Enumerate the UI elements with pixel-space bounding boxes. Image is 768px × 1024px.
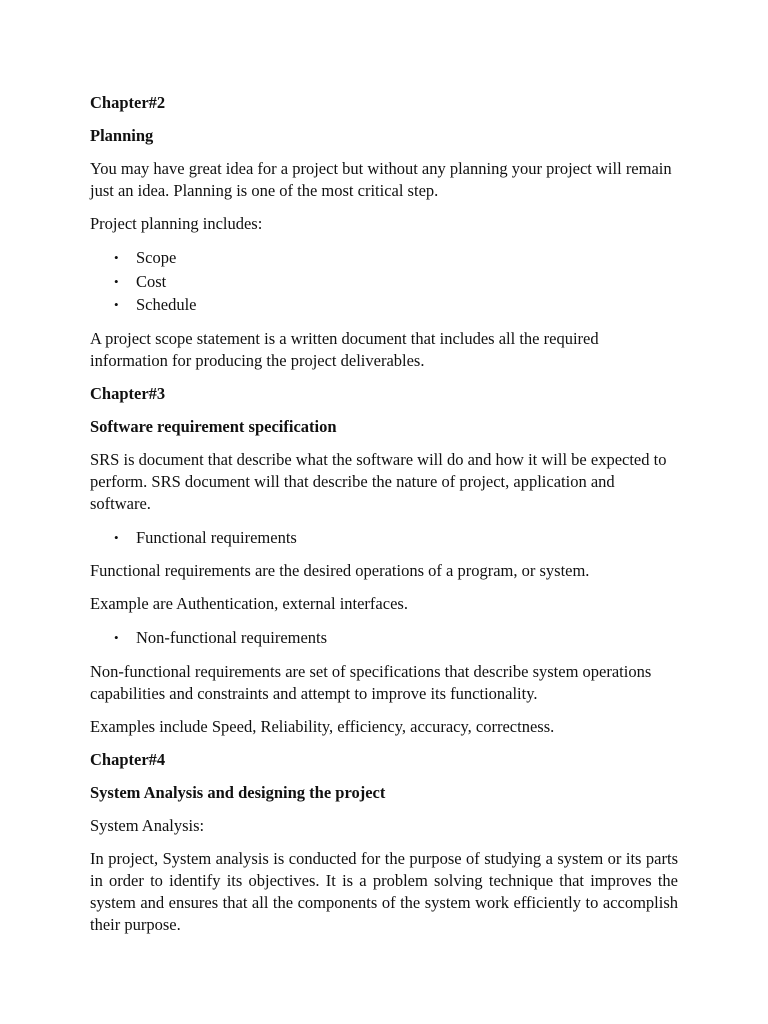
functional-example-paragraph: Example are Authentication, external interfaces. xyxy=(90,594,408,613)
list-item: • Functional requirements xyxy=(114,526,678,550)
document-page xyxy=(90,92,678,947)
srs-intro-paragraph: SRS is document that describe what the software will do and how it will be expected to perform. SRS document will that describe the nature of project, application and software. xyxy=(90,449,667,513)
non-functional-example-paragraph: Examples include Speed, Reliability, efficiency, accuracy, correctness. xyxy=(90,716,555,736)
list-item: • Non-functional requirements xyxy=(114,626,678,650)
functional-definition-paragraph: Functional requirements are the desired operations of a program, or system. xyxy=(90,561,590,580)
planning-title: Planning xyxy=(90,126,154,145)
system-analysis-label: System Analysis: xyxy=(90,815,205,835)
planning-intro-paragraph: You may have great idea for a project but without any planning your project will remain just an idea. Planning is one of the most critical step. xyxy=(90,159,672,200)
bullet-icon: • xyxy=(114,630,119,645)
bullet-icon: • xyxy=(114,250,119,265)
list-item: • Schedule xyxy=(114,293,678,317)
non-functional-definition-paragraph: Non-functional requirements are set of specifications that describe system operations capabilities and constraints and attempt to improve its functionality. xyxy=(90,661,652,703)
chapter-2-heading: Chapter#2 xyxy=(90,93,166,112)
system-analysis-paragraph: In project, System analysis is conducted for the purpose of studying a system or its parts in order to identify its objectives. It is a problem solving technique that improves the system and ensures that all the components of the system work efficiently to accomplish their purpose. xyxy=(90,848,678,934)
planning-bullet-list xyxy=(90,246,678,317)
chapter-3-heading: Chapter#3 xyxy=(90,383,166,403)
list-item: • Scope xyxy=(114,246,678,270)
planning-includes-paragraph: Project planning includes: xyxy=(90,214,263,233)
bullet-icon: • xyxy=(114,273,119,289)
scope-statement-paragraph: A project scope statement is a written document that includes all the required information for producing the project deliverables. xyxy=(90,328,599,370)
srs-title: Software requirement specification xyxy=(90,416,337,436)
system-analysis-title: System Analysis and designing the project xyxy=(90,782,386,802)
functional-bullet-list xyxy=(90,526,678,550)
chapter-4-heading: Chapter#4 xyxy=(90,749,166,769)
bullet-icon: • xyxy=(114,297,119,312)
bullet-icon: • xyxy=(114,529,119,545)
list-item: • Cost xyxy=(114,270,678,294)
non-functional-bullet-list xyxy=(90,626,678,650)
